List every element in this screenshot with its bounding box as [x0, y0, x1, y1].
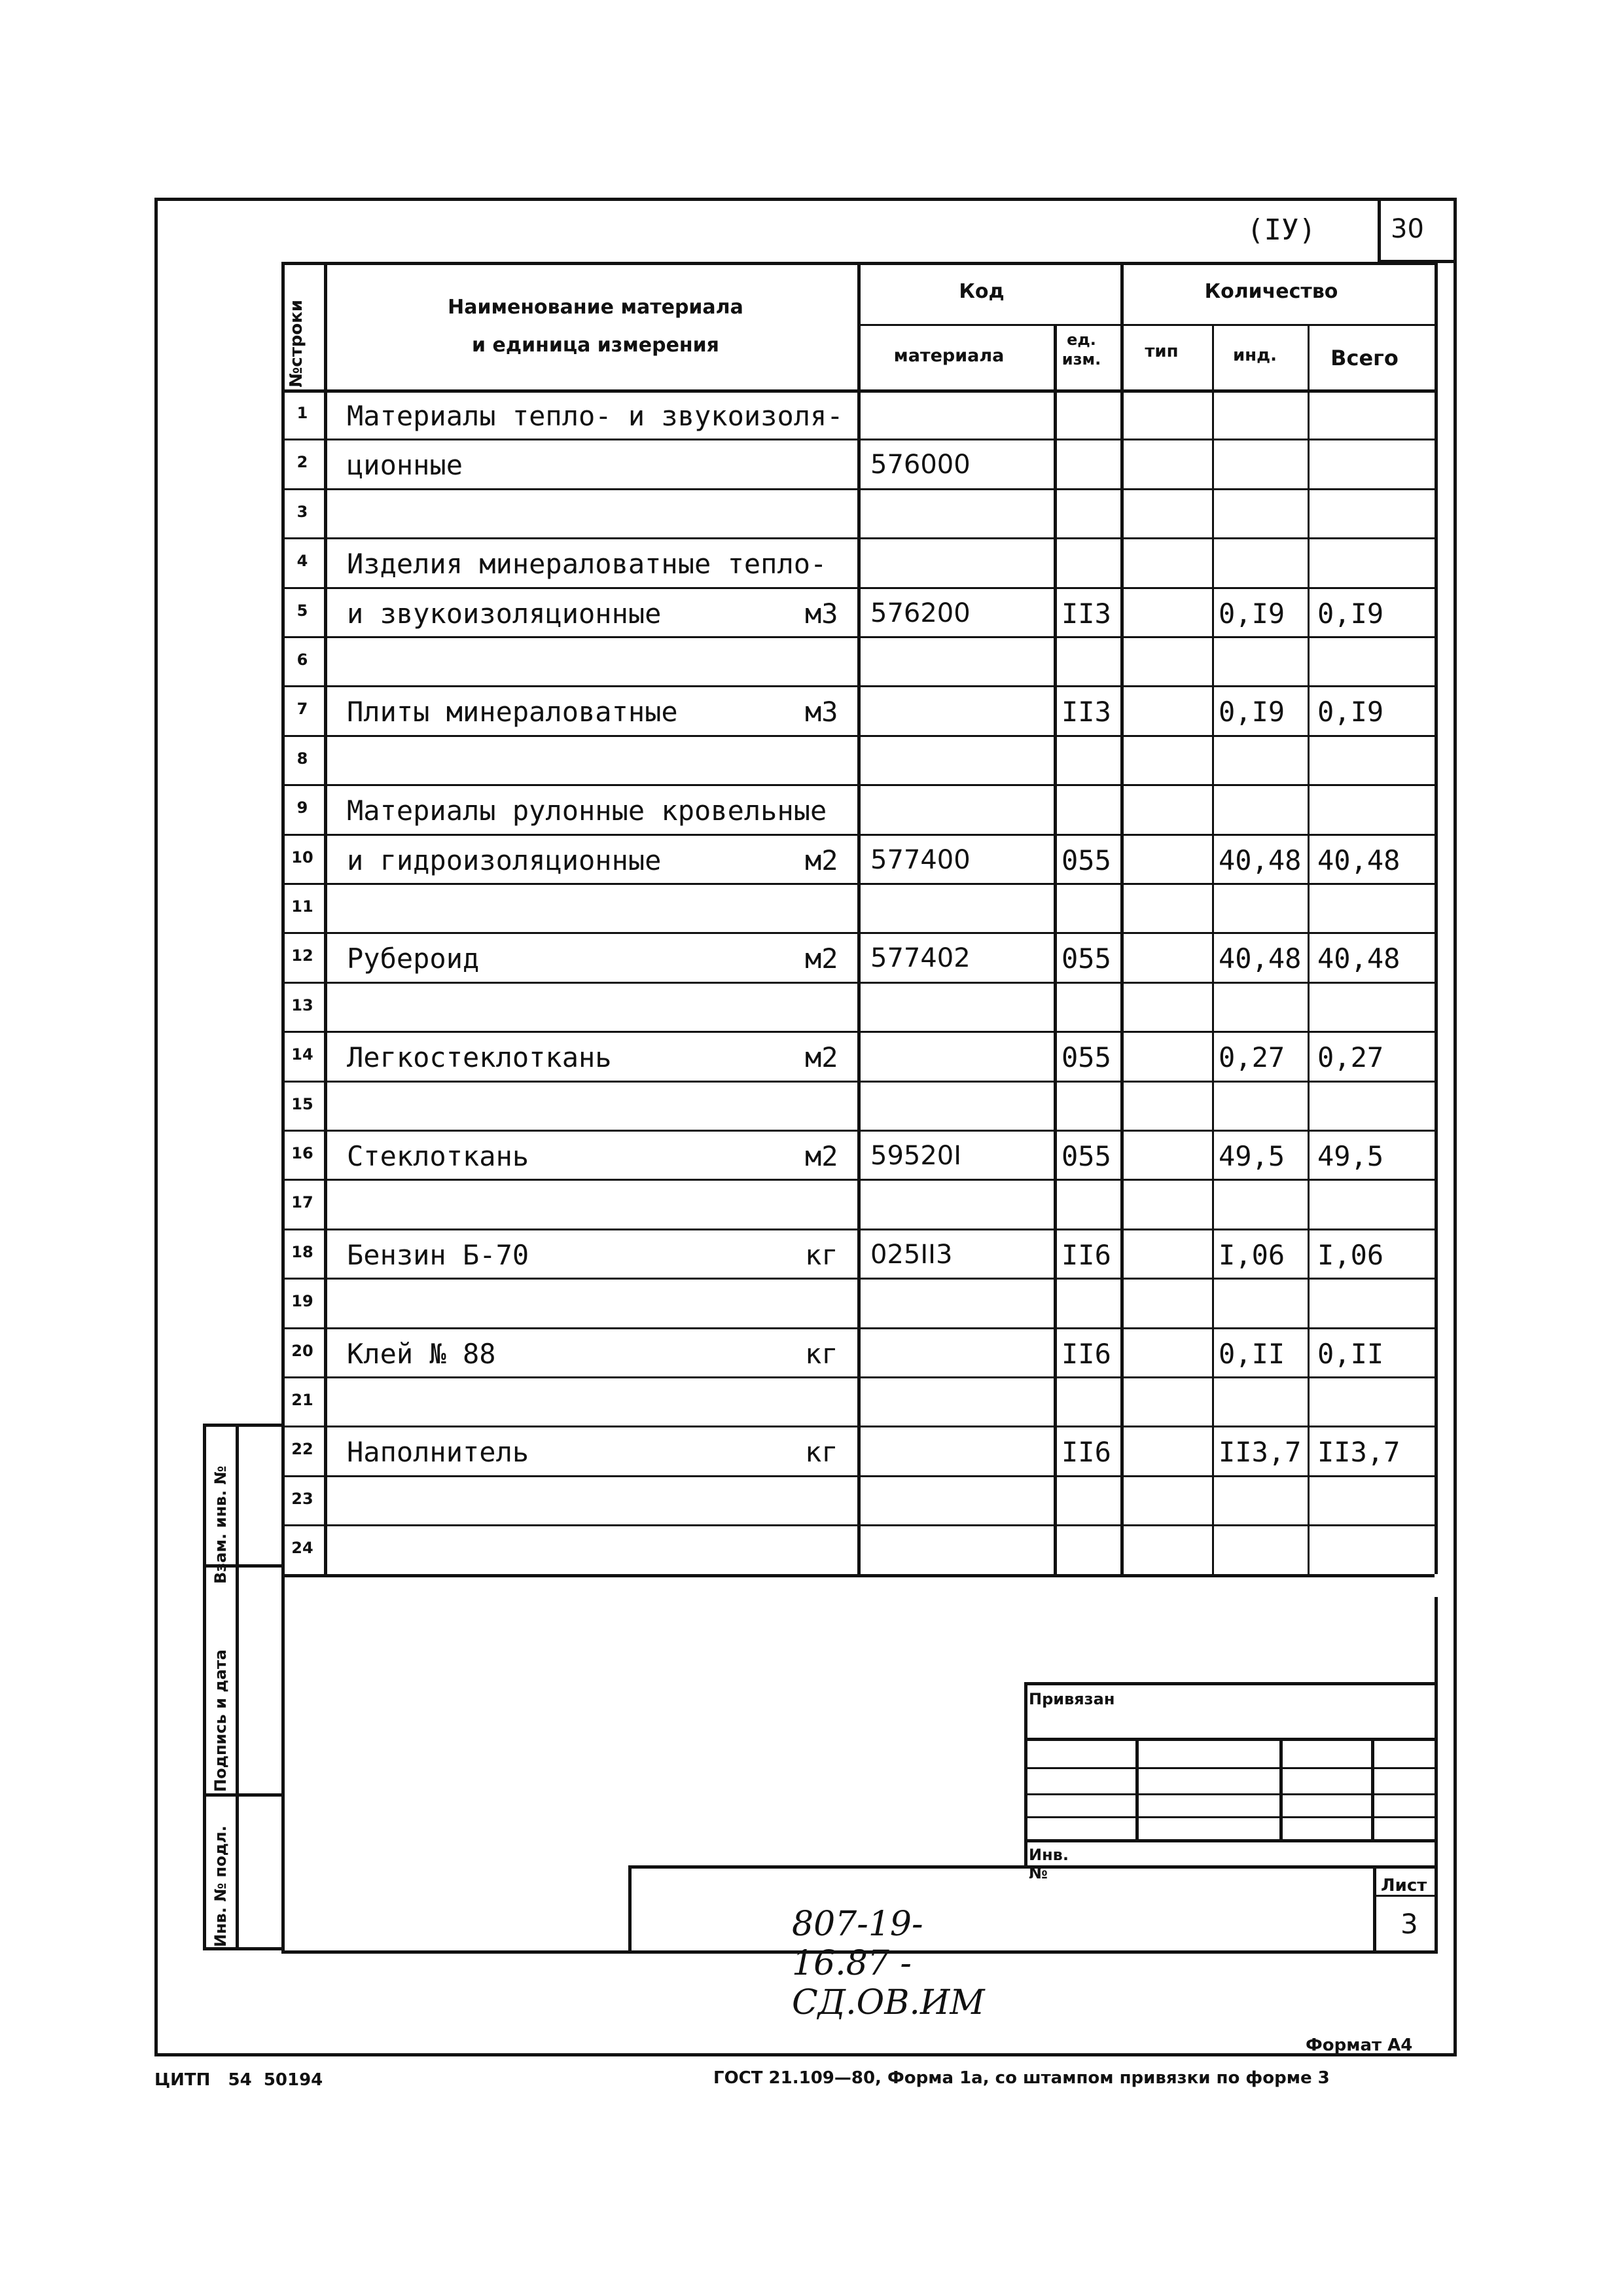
format-label: Формат А4 [1306, 2036, 1413, 2055]
stamp-col-rule-1 [1135, 1738, 1139, 1839]
row-number: 21 [291, 1391, 313, 1409]
row-rule [281, 982, 1435, 984]
qty-total: 49,5 [1317, 1140, 1384, 1172]
row-number: 12 [291, 946, 313, 965]
header-qty-ind: инд. [1232, 346, 1277, 365]
qty-individual: 40,48 [1219, 942, 1302, 975]
side-strip-right-rule [281, 1564, 285, 1950]
col-rule-unit [1054, 324, 1057, 1574]
header-qty-total: Всего [1330, 346, 1399, 370]
row-rule [281, 1081, 1435, 1083]
unit-code: 055 [1061, 1140, 1111, 1172]
table-row [0, 389, 844, 432]
header-code: Код [959, 280, 1005, 303]
row-rule [281, 1475, 1435, 1477]
table-bottom-border [281, 1574, 1435, 1577]
unit-of-measure: кг [805, 1436, 838, 1469]
side-label-vzam: Взам. инв. № [211, 1465, 230, 1584]
row-number: 19 [291, 1292, 313, 1311]
row-rule [281, 1376, 1435, 1378]
row-number: 17 [291, 1193, 313, 1212]
qty-total: II3,7 [1317, 1436, 1400, 1469]
header-code-unit-1: ед. [1067, 331, 1096, 349]
unit-code: II3 [1061, 597, 1111, 630]
material-name: и звукоизоляционные [347, 597, 662, 630]
side-strip-left-rule [203, 1424, 206, 1950]
row-rule [281, 636, 1435, 638]
row-number: 4 [296, 552, 308, 571]
row-rule [281, 1426, 1435, 1427]
row-rule [281, 587, 1435, 589]
unit-of-measure: м2 [805, 844, 838, 876]
material-name: Изделия минераловатные тепло- [347, 548, 827, 581]
qty-total: 40,48 [1317, 942, 1400, 975]
side-strip-rule-1 [203, 1564, 281, 1568]
material-name: Наполнитель [347, 1436, 529, 1469]
qty-total: 0,I9 [1317, 597, 1384, 630]
qty-total: 0,II [1317, 1337, 1384, 1370]
row-rule [281, 1179, 1435, 1181]
material-name: ционные [347, 449, 463, 482]
row-rule [281, 439, 1435, 440]
row-number: 3 [296, 502, 308, 521]
stamp-col-rule-2 [1279, 1738, 1283, 1839]
row-number: 1 [296, 404, 308, 422]
row-rule [281, 784, 1435, 786]
row-number: 7 [296, 700, 308, 719]
col-rule-total [1308, 324, 1310, 1574]
header-quantity: Количество [1204, 280, 1338, 303]
designation-left-rule [628, 1865, 632, 1950]
qty-individual: I,06 [1219, 1238, 1285, 1271]
section-mark: (IУ) [1247, 213, 1316, 247]
qty-individual: II3,7 [1219, 1436, 1302, 1469]
material-code: 59520I [870, 1141, 962, 1171]
table-row [0, 1327, 1384, 1370]
unit-of-measure: м2 [805, 1041, 838, 1074]
row-rule [281, 1278, 1435, 1280]
row-number: 13 [291, 996, 313, 1014]
row-rule [281, 1327, 1435, 1329]
material-name: Клей № 88 [347, 1337, 496, 1370]
unit-of-measure: м3 [805, 597, 838, 630]
row-number: 10 [291, 848, 313, 867]
material-code: 577402 [870, 943, 971, 974]
header-code-material: материала [893, 346, 1005, 366]
unit-code: 055 [1061, 942, 1111, 975]
side-strip-top-rule [203, 1424, 281, 1427]
header-qty-type: тип [1145, 342, 1179, 361]
material-name: Бензин Б-70 [347, 1238, 529, 1271]
row-rule [281, 685, 1435, 687]
unit-code: II6 [1061, 1337, 1111, 1370]
qty-total: I,06 [1317, 1238, 1384, 1271]
table-row [0, 784, 827, 827]
qty-individual: 0,I9 [1219, 597, 1285, 630]
material-code: 576000 [870, 450, 971, 480]
unit-code: II6 [1061, 1238, 1111, 1271]
row-number: 9 [296, 798, 308, 817]
footer-right: ГОСТ 21.109—80, Форма 1а, со штампом привязки по форме 3 [713, 2068, 1330, 2088]
material-code: 577400 [870, 844, 971, 875]
row-number: 18 [291, 1242, 313, 1261]
sheet-label-rule [1373, 1895, 1435, 1897]
side-strip-rule-2 [203, 1793, 281, 1797]
unit-code: 055 [1061, 844, 1111, 876]
stamp-sheet-label: Лист [1381, 1876, 1427, 1895]
material-name: Легкостеклоткань [347, 1041, 612, 1074]
row-rule [281, 1229, 1435, 1230]
stamp-col-rule-3 [1371, 1738, 1374, 1839]
unit-code: 055 [1061, 1041, 1111, 1074]
side-strip-mid-rule [236, 1424, 239, 1950]
table-row [0, 488, 308, 521]
qty-individual: 40,48 [1219, 844, 1302, 876]
table-row [0, 735, 308, 768]
table-row [0, 883, 313, 916]
row-number: 20 [291, 1341, 313, 1360]
table-row [0, 587, 1384, 630]
table-row [0, 1475, 313, 1508]
stamp-right-rule [1435, 1597, 1438, 1954]
row-number: 15 [291, 1094, 313, 1113]
stamp-privyazan: Привязан [1029, 1690, 1115, 1708]
row-rule [281, 537, 1435, 539]
header-name-line2: и единица измерения [472, 334, 719, 357]
header-code-unit-2: изм. [1061, 350, 1101, 368]
qty-individual: 0,I9 [1219, 696, 1285, 728]
stamp-bottom-rule [281, 1950, 1435, 1954]
stamp-sheet-number: 3 [1400, 1908, 1418, 1940]
unit-code: II3 [1061, 696, 1111, 728]
material-name: Рубероид [347, 942, 480, 975]
row-number: 2 [296, 453, 308, 472]
qty-individual: 0,27 [1219, 1041, 1285, 1074]
side-strip-bottom-rule [203, 1947, 281, 1950]
header-row-no: №строки [287, 299, 306, 387]
table-right-border [1435, 262, 1438, 1574]
col-rule-ind [1212, 324, 1214, 1574]
row-number: 14 [291, 1045, 313, 1064]
table-row [0, 932, 1400, 975]
table-row [0, 537, 827, 581]
qty-individual: 49,5 [1219, 1140, 1285, 1172]
side-label-inv: Инв. № подл. [211, 1825, 230, 1947]
table-row [0, 636, 308, 669]
row-number: 22 [291, 1440, 313, 1459]
qty-individual: 0,II [1219, 1337, 1285, 1370]
sheet-col-rule [1373, 1865, 1376, 1950]
row-number: 11 [291, 897, 313, 916]
unit-of-measure: м2 [805, 1140, 838, 1172]
qty-total: 0,I9 [1317, 696, 1384, 728]
unit-of-measure: м2 [805, 942, 838, 975]
stamp-inv-no: Инв. № [1029, 1846, 1069, 1882]
material-name: Материалы рулонные кровельные [347, 795, 827, 827]
row-number: 23 [291, 1489, 313, 1508]
designation-top-rule [628, 1865, 1435, 1869]
material-code: 576200 [870, 598, 971, 628]
material-name: и гидроизоляционные [347, 844, 662, 876]
row-rule [281, 735, 1435, 737]
row-number: 5 [296, 601, 308, 620]
stamp-top-rule [1024, 1682, 1435, 1685]
row-rule [281, 834, 1435, 836]
row-number: 16 [291, 1144, 313, 1162]
document-designation: 807-19-16.87 - СД.ОВ.ИМ [792, 1905, 985, 2022]
row-rule [281, 1031, 1435, 1033]
qty-total: 0,27 [1317, 1041, 1384, 1074]
row-rule [281, 1130, 1435, 1132]
page-number: 30 [1391, 214, 1424, 244]
material-name: Плиты минераловатные [347, 696, 678, 728]
unit-of-measure: кг [805, 1238, 838, 1271]
side-label-podpis: Подпись и дата [211, 1649, 230, 1792]
row-number: 24 [291, 1539, 313, 1558]
row-number: 8 [296, 749, 308, 768]
footer-left: ЦИТП 54 50194 [154, 2070, 323, 2090]
qty-total: 40,48 [1317, 844, 1400, 876]
header-mid-rule [857, 324, 1435, 326]
row-number: 6 [296, 651, 308, 669]
material-code: 025II3 [870, 1239, 953, 1270]
header-name-line1: Наименование материала [448, 296, 743, 319]
stamp-rule-5 [1024, 1839, 1435, 1842]
row-rule [281, 883, 1435, 885]
table-row [0, 1524, 313, 1558]
unit-of-measure: кг [805, 1337, 838, 1370]
material-name: Стеклоткань [347, 1140, 529, 1172]
unit-code: II6 [1061, 1436, 1111, 1469]
row-rule [281, 1524, 1435, 1526]
row-rule [281, 932, 1435, 934]
material-name: Материалы тепло- и звукоизоля- [347, 400, 844, 432]
row-rule [281, 488, 1435, 490]
table-row [0, 1376, 313, 1409]
unit-of-measure: м3 [805, 696, 838, 728]
table-row [0, 685, 1384, 728]
